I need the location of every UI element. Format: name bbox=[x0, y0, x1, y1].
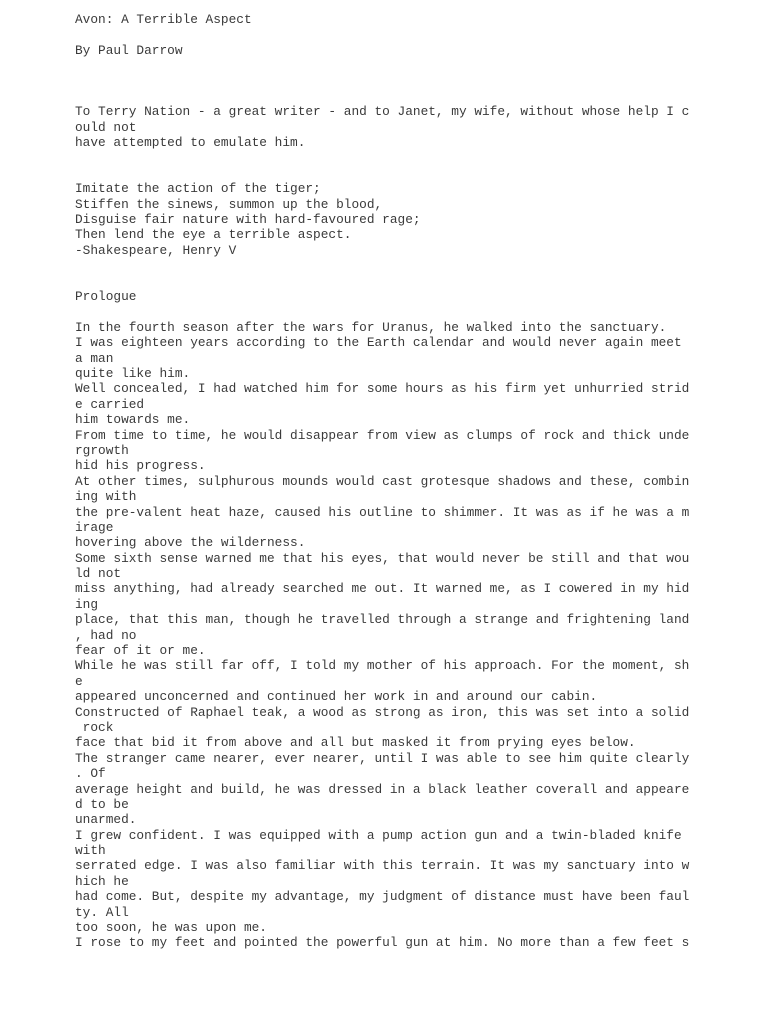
body-line: serrated edge. I was also familiar with this terrain. It was my sanctuary into w bbox=[75, 858, 690, 874]
body-line: . Of bbox=[75, 766, 106, 782]
body-line: ld not bbox=[75, 566, 122, 582]
body-line: In the fourth season after the wars for Uranus, he walked into the sanctuary. bbox=[75, 319, 667, 335]
document-page bbox=[75, 12, 755, 951]
body-line: The stranger came nearer, ever nearer, until I was able to see him quite clearly bbox=[75, 750, 690, 766]
body-line: e carried bbox=[75, 396, 145, 412]
epigraph bbox=[75, 181, 755, 258]
body-line: Some sixth sense warned me that his eyes, that would never be still and that wou bbox=[75, 550, 690, 566]
body-line: I grew confident. I was equipped with a pump action gun and a twin-bladed knife bbox=[75, 827, 682, 843]
body-line: rock bbox=[75, 719, 114, 735]
epigraph-attribution: -Shakespeare, Henry V bbox=[75, 242, 237, 258]
dedication-line: To Terry Nation - a great writer - and to Janet, my wife, without whose help I c bbox=[75, 104, 690, 120]
body-line: I rose to my feet and pointed the powerful gun at him. No more than a few feet s bbox=[75, 935, 690, 951]
epigraph-line: Disguise fair nature with hard-favoured rage; bbox=[75, 212, 421, 228]
body-line: ty. All bbox=[75, 904, 129, 920]
body-line: irage bbox=[75, 519, 114, 535]
body-line: I was eighteen years according to the Earth calendar and would never again meet bbox=[75, 335, 682, 351]
body-line: fear of it or me. bbox=[75, 643, 206, 659]
body-line: too soon, he was upon me. bbox=[75, 920, 267, 936]
epigraph-line: Then lend the eye a terrible aspect. bbox=[75, 227, 352, 243]
spacer bbox=[75, 258, 755, 273]
dedication bbox=[75, 104, 755, 150]
body-line: ing with bbox=[75, 489, 137, 505]
body-text bbox=[75, 320, 755, 951]
body-line: e bbox=[75, 673, 83, 689]
body-line: a man bbox=[75, 350, 114, 366]
body-line: hovering above the wilderness. bbox=[75, 535, 306, 551]
author-line: By Paul Darrow bbox=[75, 42, 183, 58]
spacer bbox=[75, 304, 755, 319]
body-line: rgrowth bbox=[75, 442, 129, 458]
body-line: unarmed. bbox=[75, 812, 137, 828]
body-line: quite like him. bbox=[75, 365, 191, 381]
dedication-line: have attempted to emulate him. bbox=[75, 135, 306, 151]
section-heading: Prologue bbox=[75, 289, 137, 305]
body-line: hid his progress. bbox=[75, 458, 206, 474]
spacer bbox=[75, 166, 755, 181]
body-line: appeared unconcerned and continued her work in and around our cabin. bbox=[75, 689, 598, 705]
body-line: Constructed of Raphael teak, a wood as strong as iron, this was set into a solid bbox=[75, 704, 690, 720]
spacer bbox=[75, 151, 755, 166]
body-line: d to be bbox=[75, 796, 129, 812]
body-line: face that bid it from above and all but masked it from prying eyes below. bbox=[75, 735, 636, 751]
body-line: , had no bbox=[75, 627, 137, 643]
body-line: ing bbox=[75, 596, 99, 612]
body-line: hich he bbox=[75, 873, 129, 889]
body-line: had come. But, despite my advantage, my judgment of distance must have been faul bbox=[75, 889, 690, 905]
body-line: At other times, sulphurous mounds would cast grotesque shadows and these, combin bbox=[75, 473, 690, 489]
body-line: While he was still far off, I told my mother of his approach. For the moment, sh bbox=[75, 658, 690, 674]
dedication-line: ould not bbox=[75, 119, 137, 135]
body-line: the pre-valent heat haze, caused his outline to shimmer. It was as if he was a m bbox=[75, 504, 690, 520]
spacer bbox=[75, 89, 755, 104]
epigraph-line: Stiffen the sinews, summon up the blood, bbox=[75, 196, 383, 212]
body-line: miss anything, had already searched me out. It warned me, as I cowered in my hid bbox=[75, 581, 690, 597]
epigraph-line: Imitate the action of the tiger; bbox=[75, 181, 321, 197]
document-title: Avon: A Terrible Aspect bbox=[75, 12, 252, 27]
body-line: From time to time, he would disappear from view as clumps of rock and thick unde bbox=[75, 427, 690, 443]
body-line: with bbox=[75, 843, 106, 859]
spacer bbox=[75, 27, 755, 42]
spacer bbox=[75, 58, 755, 73]
body-line: place, that this man, though he travelled through a strange and frightening land bbox=[75, 612, 690, 628]
spacer bbox=[75, 74, 755, 89]
body-line: him towards me. bbox=[75, 412, 191, 428]
body-line: average height and build, he was dressed in a black leather coverall and appeare bbox=[75, 781, 690, 797]
spacer bbox=[75, 274, 755, 289]
body-line: Well concealed, I had watched him for some hours as his firm yet unhurried strid bbox=[75, 381, 690, 397]
